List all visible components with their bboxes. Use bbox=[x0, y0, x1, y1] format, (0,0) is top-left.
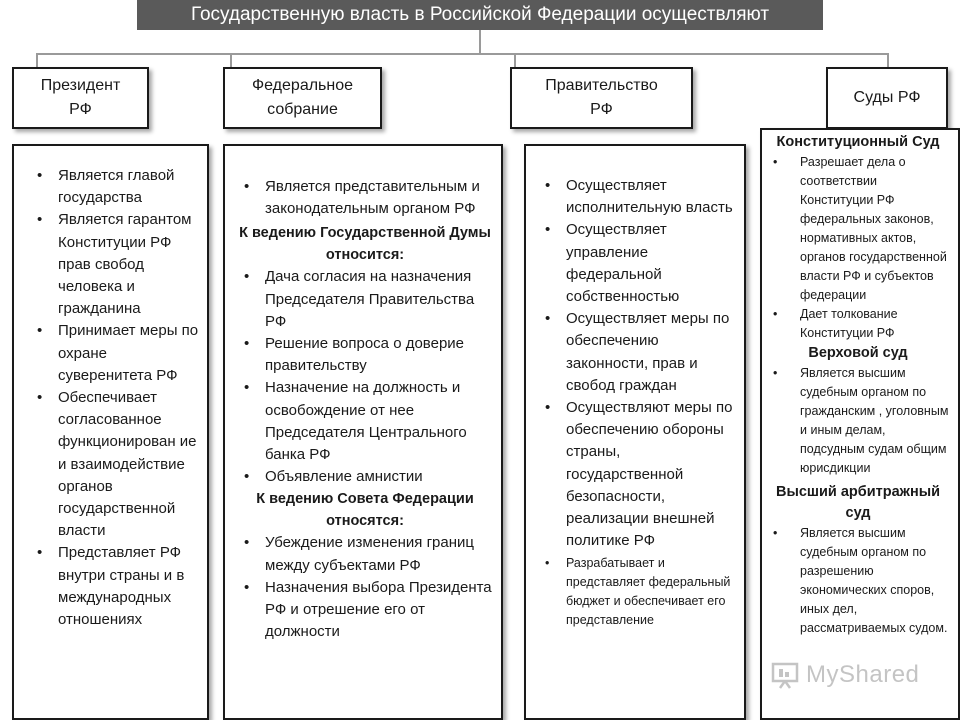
head-president-label: Президент РФ bbox=[40, 77, 121, 118]
connector-president bbox=[36, 53, 38, 68]
head-president bbox=[12, 67, 149, 129]
list-item: • Является высшим судебным органом по гражданским , уголовным и иным делам, подсудным судам общим юрисдикции bbox=[764, 364, 952, 478]
government-list bbox=[536, 175, 736, 630]
duma-heading: К ведению Государственной Думы относится: bbox=[239, 225, 491, 264]
government-functions bbox=[524, 144, 746, 720]
head-assembly bbox=[223, 67, 382, 129]
courts-functions bbox=[760, 128, 960, 720]
list-item: • Назначение на должность и освобождение от нее Председателя Центрального банка РФ bbox=[235, 377, 495, 466]
watermark-text: MyShared bbox=[806, 661, 920, 688]
head-government bbox=[510, 67, 693, 129]
list-item: • Осуществляет меры по обеспечению законности, прав и свобод граждан bbox=[536, 308, 736, 397]
connector-courts bbox=[887, 53, 889, 68]
list-item: • Является представительным и законодательным органом РФ bbox=[235, 176, 495, 220]
list-item: • Осуществляет управление федеральной собственностью bbox=[536, 219, 736, 308]
arbitration-court-list bbox=[764, 524, 952, 638]
connector-government bbox=[514, 53, 516, 68]
list-item: • Представляет РФ внутри страны и в международных отношениях bbox=[28, 542, 201, 631]
list-item: • Осуществляют меры по обеспечению обороны страны, государственной безопасности, реализации внешней политике РФ bbox=[536, 397, 736, 552]
assembly-functions bbox=[223, 144, 503, 720]
assembly-intro-list bbox=[235, 176, 495, 220]
head-government-label: Правительство РФ bbox=[545, 77, 658, 118]
connector-trunk bbox=[479, 30, 481, 54]
connector-assembly bbox=[230, 53, 232, 68]
head-courts-label: Суды РФ bbox=[853, 89, 921, 106]
head-courts bbox=[826, 67, 948, 129]
supreme-court-title: Верховой суд bbox=[808, 345, 908, 361]
list-item: • Дает толкование Конституции РФ bbox=[764, 305, 952, 343]
president-list bbox=[28, 165, 201, 631]
list-item: • Принимает меры по охране суверенитета РФ bbox=[28, 320, 201, 387]
list-item: • Разрешает дела о соответствии Конституции РФ федеральных законов, нормативных актов, органов государственной власти РФ и субъектов федерации bbox=[764, 153, 952, 305]
list-item: • Решение вопроса о доверие правительству bbox=[235, 333, 495, 377]
list-item: • Обеспечивает согласованное функционирован ие и взаимодействие органов государственной власти bbox=[28, 387, 201, 542]
head-assembly-label: Федеральное собрание bbox=[251, 77, 354, 118]
list-item: • Является гарантом Конституции РФ прав свобод человека и гражданина bbox=[28, 209, 201, 320]
arbitration-court-title: Высший арбитражный суд bbox=[775, 484, 940, 521]
list-item: • Назначения выбора Президента РФ и отрешение его от должности bbox=[235, 577, 495, 644]
council-list bbox=[235, 532, 495, 643]
list-item: • Является главой государства bbox=[28, 165, 201, 209]
diagram-title: Государственную власть в Российской Федерации осуществляют bbox=[137, 0, 823, 30]
connector-horizontal bbox=[36, 53, 889, 55]
list-item: • Убеждение изменения границ между субъектами РФ bbox=[235, 532, 495, 576]
council-heading: К ведению Совета Федерации относятся: bbox=[256, 491, 474, 530]
duma-list bbox=[235, 266, 495, 488]
list-item: • Объявление амнистии bbox=[235, 466, 495, 488]
list-item: • Является высшим судебным органом по разрешению экономических споров, иных дел, рассматриваемых судом. bbox=[764, 524, 952, 638]
list-item: • Разрабатывает и представляет федеральный бюджет и обеспечивает его представление bbox=[536, 554, 736, 630]
constitutional-court-list bbox=[764, 153, 952, 343]
president-functions bbox=[12, 144, 209, 720]
constitutional-court-title: Конституционный Суд bbox=[776, 134, 940, 150]
supreme-court-list bbox=[764, 364, 952, 478]
list-item: • Дача согласия на назначения Председателя Правительства РФ bbox=[235, 266, 495, 333]
list-item: • Осуществляет исполнительную власть bbox=[536, 175, 736, 219]
